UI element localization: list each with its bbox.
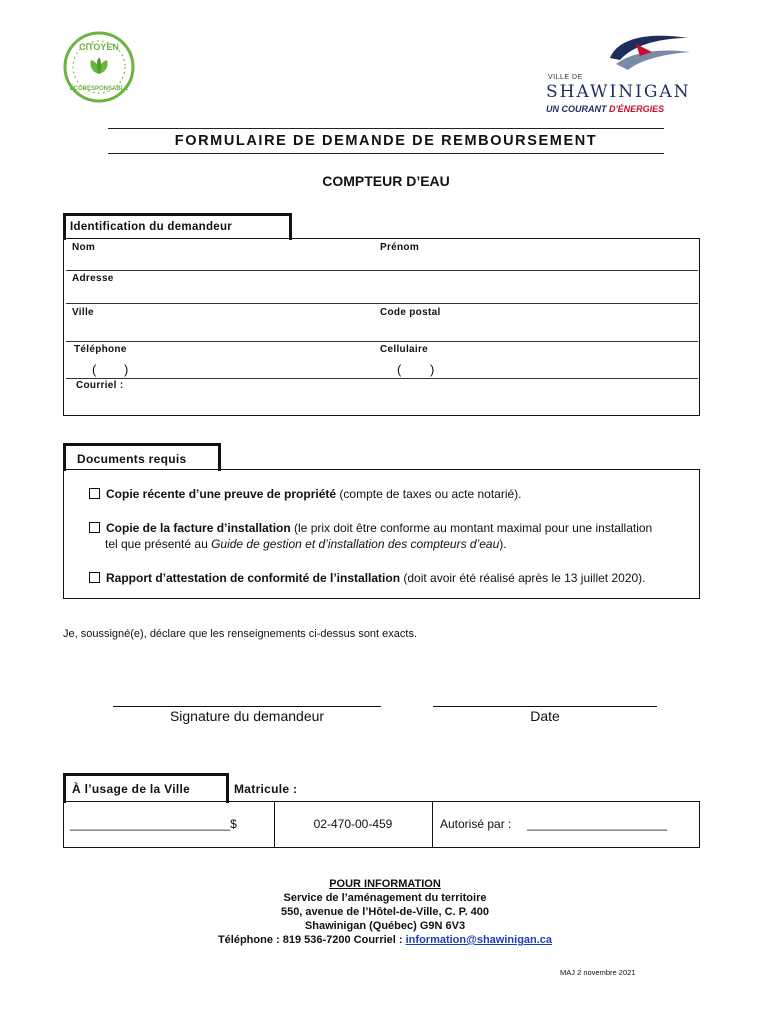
footer-email-link[interactable]: information@shawinigan.ca xyxy=(405,934,553,946)
title-rule-bottom xyxy=(108,153,664,154)
document-item-rapport: Rapport d’attestation de conformité de l’installation (doit avoir été réalisé après le 13 juillet 2020). xyxy=(89,570,646,586)
code-postal-label: Code postal xyxy=(380,307,441,318)
prenom-label: Prénom xyxy=(380,242,420,253)
facture-checkbox[interactable] xyxy=(89,522,100,533)
shawinigan-logo xyxy=(540,30,700,114)
matricule-label: Matricule : xyxy=(234,782,298,796)
footer-address: 550, avenue de l’Hôtel-de-Ville, C. P. 400 xyxy=(280,906,490,918)
document-item-facture-line2: tel que présenté au Guide de gestion et d’installation des compteurs d’eau). xyxy=(105,537,507,551)
document-item-propriete: Copie récente d’une preuve de propriété (compte de taxes ou acte notarié). xyxy=(89,486,522,502)
city-prefix: VILLE DE xyxy=(548,74,583,81)
courriel-label: Courriel : xyxy=(76,380,124,391)
date-label: Date xyxy=(530,708,560,724)
usage-title: À l’usage de la Ville xyxy=(72,782,191,796)
adresse-label: Adresse xyxy=(72,273,114,284)
identification-box xyxy=(63,238,700,416)
nom-label: Nom xyxy=(72,242,96,253)
date-line[interactable] xyxy=(433,706,657,707)
city-name: SHAWINIGAN xyxy=(546,82,691,102)
telephone-field-line[interactable] xyxy=(66,378,698,379)
page-subtitle: COMPTEUR D’EAU xyxy=(322,173,450,189)
rapport-checkbox[interactable] xyxy=(89,572,100,583)
usage-divider-2 xyxy=(432,801,433,848)
documents-title: Documents requis xyxy=(77,452,187,466)
ville-field-line[interactable] xyxy=(66,341,698,342)
svg-text:CITOYEN: CITOYEN xyxy=(79,42,119,52)
footer-city: Shawinigan (Québec) G9N 6V3 xyxy=(304,920,466,932)
cellulaire-label: Cellulaire xyxy=(380,344,429,355)
account-number: 02-470-00-459 xyxy=(313,817,393,831)
autorise-field[interactable]: _____________________ xyxy=(527,817,668,831)
ville-label: Ville xyxy=(72,307,94,318)
telephone-area-close: ) xyxy=(124,362,129,377)
propriete-checkbox[interactable] xyxy=(89,488,100,499)
footer-heading: POUR INFORMATION xyxy=(329,878,441,890)
cellulaire-area-close: ) xyxy=(430,362,435,377)
signature-label: Signature du demandeur xyxy=(169,708,325,724)
document-item-facture: Copie de la facture d’installation (le prix doit être conforme au montant maximal pour une installation xyxy=(89,520,689,536)
citoyen-ecoresponsable-logo xyxy=(62,30,136,104)
title-rule-top xyxy=(108,128,664,129)
autorise-label: Autorisé par : xyxy=(440,817,512,831)
update-date: MAJ 2 novembre 2021 xyxy=(560,968,636,977)
signature-line[interactable] xyxy=(113,706,381,707)
nom-field-line[interactable] xyxy=(66,270,698,271)
adresse-field-line[interactable] xyxy=(66,303,698,304)
telephone-area-open: ( xyxy=(92,362,97,377)
page-title: FORMULAIRE DE DEMANDE DE REMBOURSEMENT xyxy=(174,133,598,149)
footer-contact: Téléphone : 819 536-7200 Courriel : information@shawinigan.ca xyxy=(217,934,553,946)
cellulaire-area-open: ( xyxy=(397,362,402,377)
city-slogan: UN COURANT D'ÉNERGIES xyxy=(546,104,665,114)
identification-title: Identification du demandeur xyxy=(70,221,233,233)
svg-text:ÉCORESPONSABLE: ÉCORESPONSABLE xyxy=(69,86,129,92)
amount-field[interactable]: ________________________$ xyxy=(70,817,237,831)
footer-service: Service de l’aménagement du territoire xyxy=(283,892,487,904)
telephone-label: Téléphone xyxy=(74,344,127,355)
declaration-text: Je, soussigné(e), déclare que les renseignements ci-dessus sont exacts. xyxy=(63,628,418,640)
